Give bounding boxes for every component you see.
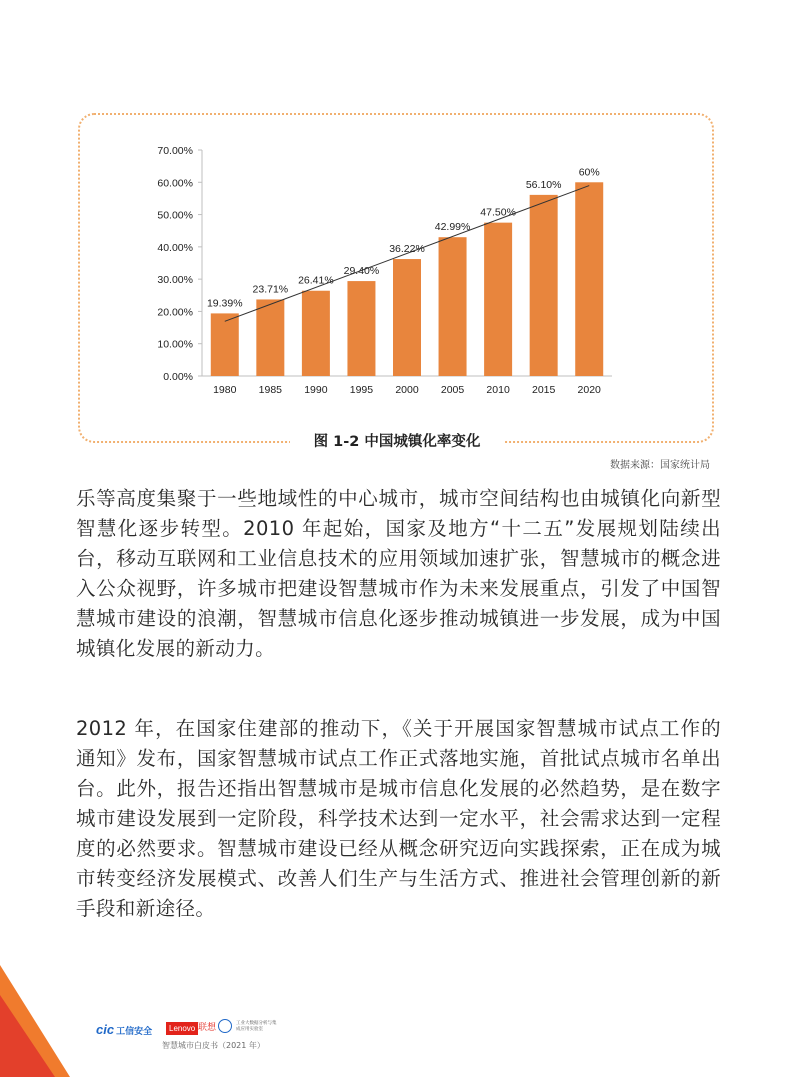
bar [439,237,467,376]
x-tick-label: 2015 [531,384,556,396]
data-source-note: 数据来源：国家统计局 [610,460,710,471]
institute-logo-icon [218,1019,232,1033]
lenovo-logo: Lenovo [166,1022,198,1035]
x-tick-label: 2010 [486,384,510,396]
bar [484,223,512,376]
page-number: 10 [66,994,83,1011]
bar [575,182,603,376]
y-tick-label: 50.00% [157,209,193,222]
x-tick-label: 2005 [440,384,465,396]
body-paragraph-2: 2012 年，在国家住建部的推动下，《关于开展国家智慧城市试点工作的通知》发布，国家智慧城市试点工作正式落地实施，首批试点城市名单出台。此外，报告还指出智慧城市是城市信息化发展的必然趋势，是在数字城市建设发展到一定阶段，科学技术达到一定水平，社会需求达到一定程度的必然要求。智慧城市建设已经从概念研究迈向实践探索，正在成为城市转变经济发展模式、改善人们生产与生活方式、推进社会管理创新的新手段和新途径。 [76,717,721,920]
lenovo-cn-logo: 联想 [198,1023,217,1033]
cic-logo-text: cic [96,1022,115,1037]
x-tick-label: 1990 [304,384,328,396]
bar-chart [0,0,793,460]
cic-logo [96,1022,152,1037]
x-tick-label: 2000 [395,384,419,396]
data-label: 42.99% [434,221,471,234]
bar [256,299,284,376]
body-paragraph-1: 乐等高度集聚于一些地域性的中心城市，城市空间结构也由城镇化向新型智慧化逐步转型。2010 年起始，国家及地方“十二五”发展规划陆续出台，移动互联网和工业信息技术的应用领域加速扩张，智慧城市的概念进入公众视野，许多城市把建设智慧城市作为未来发展重点，引发了中国智慧城市建设的浪潮，智慧城市信息化逐步推动城镇进一步发展，成为中国城镇化发展的新动力。 [76,487,721,660]
bar [347,281,375,376]
figure-caption: 图 1-2 中国城镇化率变化 [290,430,504,454]
y-tick-label: 0.00% [163,371,193,383]
institute-logo-text: 工业大数据分析与集成应用实验室 [236,1021,277,1032]
y-tick-label: 30.00% [157,274,193,287]
bar [302,291,330,376]
y-tick-label: 70.00% [157,145,193,157]
y-tick-label: 20.00% [157,306,193,319]
data-label: 60% [578,166,600,179]
x-tick-label: 1985 [258,384,283,396]
data-label: 56.10% [525,178,562,191]
data-label: 19.39% [206,297,243,310]
footer-document-title: 智慧城市白皮书（2021 年） [162,1041,265,1050]
bar [211,313,239,376]
x-tick-label: 1980 [213,384,237,396]
data-label: 47.50% [480,206,516,219]
data-label: 26.41% [298,274,334,287]
x-tick-label: 1995 [349,384,374,396]
bar [393,259,421,376]
y-tick-label: 60.00% [157,177,193,190]
cic-logo-cn-text: 工信安全 [116,1026,153,1036]
data-label: 23.71% [252,283,289,296]
data-label: 29.40% [343,265,380,278]
x-tick-label: 2020 [577,384,601,396]
footer-corner-decoration [0,965,120,1077]
y-tick-label: 40.00% [157,241,193,254]
y-tick-label: 10.00% [157,338,193,351]
bar [530,195,558,376]
data-label: 36.22% [389,243,425,256]
